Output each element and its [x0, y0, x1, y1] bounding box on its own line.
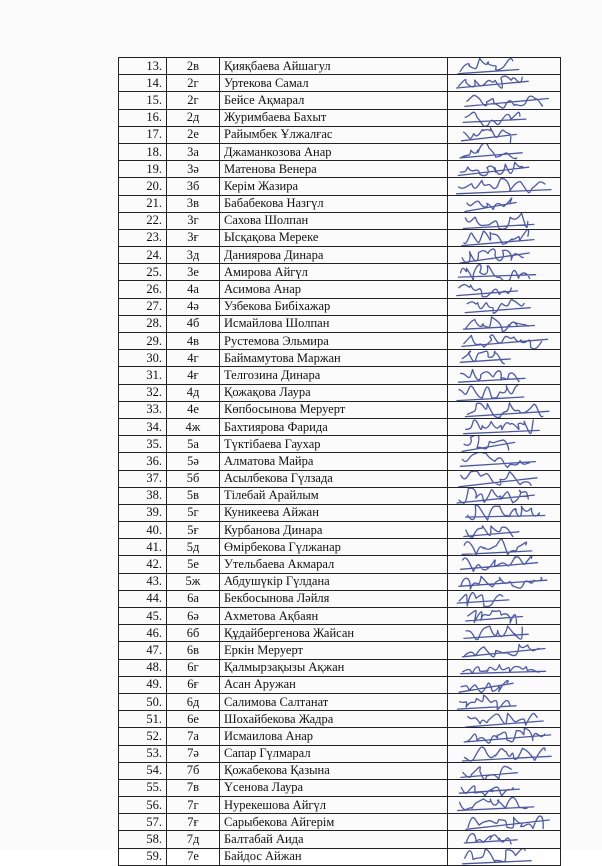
person-name: Нурекешова Айгүл — [220, 797, 448, 814]
handwritten-signature-icon — [448, 608, 560, 625]
class-cell: 2г — [167, 75, 220, 92]
row-number: 14. — [119, 75, 167, 92]
person-name: Алматова Майра — [220, 453, 448, 470]
person-name: Бекбосынова Ләйля — [220, 590, 448, 607]
class-cell: 7в — [167, 779, 220, 796]
table-row — [119, 161, 561, 178]
signature-cell — [448, 470, 561, 487]
row-number: 18. — [119, 143, 167, 160]
table-row — [119, 797, 561, 814]
class-cell: 3а — [167, 143, 220, 160]
signature-cell — [448, 814, 561, 831]
person-name: Құдайбергенова Жайсан — [220, 625, 448, 642]
signature-cell — [448, 126, 561, 143]
person-name: Телгозина Динара — [220, 367, 448, 384]
handwritten-signature-icon — [448, 126, 560, 143]
class-cell: 3ғ — [167, 229, 220, 246]
row-number: 54. — [119, 762, 167, 779]
handwritten-signature-icon — [448, 642, 560, 659]
row-number: 20. — [119, 178, 167, 195]
table-row — [119, 711, 561, 728]
row-number: 19. — [119, 161, 167, 178]
signature-cell — [448, 247, 561, 264]
person-name: Өмірбекова Гүлжанар — [220, 539, 448, 556]
person-name: Шохайбекова Жадра — [220, 711, 448, 728]
handwritten-signature-icon — [448, 814, 560, 831]
handwritten-signature-icon — [448, 590, 560, 607]
handwritten-signature-icon — [448, 384, 560, 401]
handwritten-signature-icon — [448, 315, 560, 332]
class-cell: 4ж — [167, 418, 220, 435]
class-cell: 5ә — [167, 453, 220, 470]
person-name: Бабабекова Назгүл — [220, 195, 448, 212]
row-number: 27. — [119, 298, 167, 315]
person-name: Еркін Меруерт — [220, 642, 448, 659]
person-name: Бахтиярова Фарида — [220, 418, 448, 435]
signature-cell — [448, 848, 561, 865]
roster-body — [119, 58, 561, 866]
row-number: 17. — [119, 126, 167, 143]
table-row — [119, 281, 561, 298]
table-row — [119, 831, 561, 848]
handwritten-signature-icon — [448, 75, 560, 92]
person-name: Даниярова Динара — [220, 247, 448, 264]
handwritten-signature-icon — [448, 178, 560, 195]
signature-cell — [448, 831, 561, 848]
row-number: 31. — [119, 367, 167, 384]
handwritten-signature-icon — [448, 693, 560, 710]
signature-cell — [448, 298, 561, 315]
handwritten-signature-icon — [448, 281, 560, 298]
class-cell: 3б — [167, 178, 220, 195]
signature-cell — [448, 625, 561, 642]
handwritten-signature-icon — [448, 350, 560, 367]
class-cell: 6б — [167, 625, 220, 642]
table-row — [119, 745, 561, 762]
row-number: 23. — [119, 229, 167, 246]
class-cell: 5е — [167, 556, 220, 573]
signature-cell — [448, 315, 561, 332]
table-row — [119, 401, 561, 418]
row-number: 33. — [119, 401, 167, 418]
person-name: Бейсе Ақмарал — [220, 92, 448, 109]
signature-cell — [448, 693, 561, 710]
class-cell: 5д — [167, 539, 220, 556]
row-number: 25. — [119, 264, 167, 281]
table-row — [119, 247, 561, 264]
row-number: 35. — [119, 436, 167, 453]
row-number: 40. — [119, 522, 167, 539]
class-cell: 3е — [167, 264, 220, 281]
signature-cell — [448, 762, 561, 779]
table-row — [119, 178, 561, 195]
signature-cell — [448, 590, 561, 607]
person-name: Байдос Айжан — [220, 848, 448, 865]
person-name: Баймамутова Маржан — [220, 350, 448, 367]
person-name: Ахметова Ақбаян — [220, 608, 448, 625]
person-name: Узбекова Бибіхажар — [220, 298, 448, 315]
table-row — [119, 487, 561, 504]
handwritten-signature-icon — [448, 745, 560, 762]
class-cell: 4в — [167, 333, 220, 350]
person-name: Сарыбекова Айгерім — [220, 814, 448, 831]
signature-cell — [448, 676, 561, 693]
table-row — [119, 728, 561, 745]
table-row — [119, 264, 561, 281]
handwritten-signature-icon — [448, 92, 560, 109]
person-name: Сахова Шолпан — [220, 212, 448, 229]
person-name: Балтабай Аида — [220, 831, 448, 848]
class-cell: 5г — [167, 504, 220, 521]
signature-cell — [448, 711, 561, 728]
row-number: 47. — [119, 642, 167, 659]
table-row — [119, 126, 561, 143]
handwritten-signature-icon — [448, 573, 560, 590]
class-cell: 7ә — [167, 745, 220, 762]
row-number: 32. — [119, 384, 167, 401]
signature-cell — [448, 418, 561, 435]
signature-cell — [448, 92, 561, 109]
row-number: 46. — [119, 625, 167, 642]
signature-cell — [448, 745, 561, 762]
person-name: Түктібаева Гаухар — [220, 436, 448, 453]
row-number: 42. — [119, 556, 167, 573]
class-cell: 5ғ — [167, 522, 220, 539]
table-row — [119, 212, 561, 229]
table-row — [119, 659, 561, 676]
handwritten-signature-icon — [448, 229, 560, 246]
handwritten-signature-icon — [448, 659, 560, 676]
handwritten-signature-icon — [448, 401, 560, 418]
table-row — [119, 642, 561, 659]
row-number: 59. — [119, 848, 167, 865]
class-cell: 7е — [167, 848, 220, 865]
signature-cell — [448, 556, 561, 573]
person-name: Қияқбаева Айшагул — [220, 58, 448, 75]
person-name: Амирова Айгүл — [220, 264, 448, 281]
signature-cell — [448, 264, 561, 281]
table-row — [119, 453, 561, 470]
person-name: Курбанова Динара — [220, 522, 448, 539]
table-row — [119, 143, 561, 160]
class-cell: 4а — [167, 281, 220, 298]
row-number: 22. — [119, 212, 167, 229]
handwritten-signature-icon — [448, 831, 560, 848]
table-row — [119, 779, 561, 796]
handwritten-signature-icon — [448, 264, 560, 281]
signature-cell — [448, 797, 561, 814]
signature-cell — [448, 178, 561, 195]
person-name: Исмайлова Шолпан — [220, 315, 448, 332]
person-name: Асимова Анар — [220, 281, 448, 298]
row-number: 56. — [119, 797, 167, 814]
signature-cell — [448, 75, 561, 92]
person-name: Қалмырзақызы Ақжан — [220, 659, 448, 676]
table-row — [119, 573, 561, 590]
signature-cell — [448, 522, 561, 539]
handwritten-signature-icon — [448, 779, 560, 796]
signature-roster-table — [118, 57, 561, 866]
person-name: Уртекова Самал — [220, 75, 448, 92]
table-row — [119, 504, 561, 521]
person-name: Керім Жазира — [220, 178, 448, 195]
class-cell: 7ғ — [167, 814, 220, 831]
row-number: 58. — [119, 831, 167, 848]
row-number: 49. — [119, 676, 167, 693]
table-row — [119, 367, 561, 384]
signature-cell — [448, 229, 561, 246]
class-cell: 3г — [167, 212, 220, 229]
class-cell: 5в — [167, 487, 220, 504]
row-number: 34. — [119, 418, 167, 435]
handwritten-signature-icon — [448, 556, 560, 573]
row-number: 16. — [119, 109, 167, 126]
person-name: Исмаилова Анар — [220, 728, 448, 745]
person-name: Матенова Венера — [220, 161, 448, 178]
class-cell: 2в — [167, 58, 220, 75]
handwritten-signature-icon — [448, 797, 560, 814]
handwritten-signature-icon — [448, 453, 560, 470]
person-name: Райымбек Ұлжалғас — [220, 126, 448, 143]
signature-cell — [448, 539, 561, 556]
person-name: Қожабекова Қазына — [220, 762, 448, 779]
table-row — [119, 625, 561, 642]
class-cell: 6е — [167, 711, 220, 728]
class-cell: 4г — [167, 350, 220, 367]
class-cell: 6г — [167, 659, 220, 676]
handwritten-signature-icon — [448, 418, 560, 435]
signature-cell — [448, 58, 561, 75]
row-number: 45. — [119, 608, 167, 625]
class-cell: 5а — [167, 436, 220, 453]
person-name: Сапар Гүлмарал — [220, 745, 448, 762]
signature-cell — [448, 109, 561, 126]
person-name: Абдушүкір Гүлдана — [220, 573, 448, 590]
row-number: 15. — [119, 92, 167, 109]
person-name: Рустемова Эльмира — [220, 333, 448, 350]
signature-cell — [448, 367, 561, 384]
class-cell: 6д — [167, 693, 220, 710]
signature-cell — [448, 212, 561, 229]
table-row — [119, 676, 561, 693]
row-number: 50. — [119, 693, 167, 710]
table-row — [119, 384, 561, 401]
table-row — [119, 350, 561, 367]
row-number: 41. — [119, 539, 167, 556]
class-cell: 7г — [167, 797, 220, 814]
class-cell: 3в — [167, 195, 220, 212]
signature-cell — [448, 333, 561, 350]
signature-cell — [448, 504, 561, 521]
handwritten-signature-icon — [448, 728, 560, 745]
signature-cell — [448, 608, 561, 625]
class-cell: 2е — [167, 126, 220, 143]
signature-cell — [448, 659, 561, 676]
signature-cell — [448, 573, 561, 590]
handwritten-signature-icon — [448, 504, 560, 521]
signature-cell — [448, 642, 561, 659]
class-cell: 3д — [167, 247, 220, 264]
row-number: 38. — [119, 487, 167, 504]
handwritten-signature-icon — [448, 298, 560, 315]
signature-cell — [448, 384, 561, 401]
table-row — [119, 315, 561, 332]
table-row — [119, 556, 561, 573]
person-name: Қожақова Лаура — [220, 384, 448, 401]
row-number: 51. — [119, 711, 167, 728]
row-number: 26. — [119, 281, 167, 298]
signature-cell — [448, 487, 561, 504]
row-number: 48. — [119, 659, 167, 676]
row-number: 39. — [119, 504, 167, 521]
handwritten-signature-icon — [448, 195, 560, 212]
table-row — [119, 522, 561, 539]
row-number: 52. — [119, 728, 167, 745]
handwritten-signature-icon — [448, 58, 560, 75]
row-number: 57. — [119, 814, 167, 831]
row-number: 28. — [119, 315, 167, 332]
row-number: 30. — [119, 350, 167, 367]
class-cell: 2г — [167, 92, 220, 109]
signature-cell — [448, 401, 561, 418]
person-name: Көпбосынова Меруерт — [220, 401, 448, 418]
handwritten-signature-icon — [448, 470, 560, 487]
handwritten-signature-icon — [448, 711, 560, 728]
row-number: 36. — [119, 453, 167, 470]
class-cell: 3ә — [167, 161, 220, 178]
class-cell: 4д — [167, 384, 220, 401]
person-name: Үсенова Лаура — [220, 779, 448, 796]
table-row — [119, 58, 561, 75]
table-row — [119, 75, 561, 92]
table-row — [119, 608, 561, 625]
table-row — [119, 590, 561, 607]
handwritten-signature-icon — [448, 212, 560, 229]
table-row — [119, 693, 561, 710]
class-cell: 4е — [167, 401, 220, 418]
handwritten-signature-icon — [448, 625, 560, 642]
row-number: 29. — [119, 333, 167, 350]
person-name: Асылбекова Гүлзада — [220, 470, 448, 487]
person-name: Куникеева Айжан — [220, 504, 448, 521]
class-cell: 6ғ — [167, 676, 220, 693]
table-row — [119, 418, 561, 435]
row-number: 43. — [119, 573, 167, 590]
person-name: Джаманкозова Анар — [220, 143, 448, 160]
class-cell: 4б — [167, 315, 220, 332]
handwritten-signature-icon — [448, 848, 560, 865]
table-row — [119, 298, 561, 315]
class-cell: 7а — [167, 728, 220, 745]
handwritten-signature-icon — [448, 436, 560, 453]
handwritten-signature-icon — [448, 247, 560, 264]
person-name: Ысқақова Мереке — [220, 229, 448, 246]
class-cell: 4ә — [167, 298, 220, 315]
table-row — [119, 436, 561, 453]
signature-cell — [448, 161, 561, 178]
row-number: 24. — [119, 247, 167, 264]
signature-cell — [448, 453, 561, 470]
table-row — [119, 333, 561, 350]
person-name: Тілебай Арайлым — [220, 487, 448, 504]
row-number: 53. — [119, 745, 167, 762]
person-name: Журимбаева Бахыт — [220, 109, 448, 126]
class-cell: 6а — [167, 590, 220, 607]
class-cell: 6ә — [167, 608, 220, 625]
table-row — [119, 470, 561, 487]
class-cell: 7д — [167, 831, 220, 848]
signature-cell — [448, 195, 561, 212]
handwritten-signature-icon — [448, 762, 560, 779]
class-cell: 4ғ — [167, 367, 220, 384]
row-number: 13. — [119, 58, 167, 75]
class-cell: 2д — [167, 109, 220, 126]
row-number: 44. — [119, 590, 167, 607]
handwritten-signature-icon — [448, 143, 560, 160]
signature-cell — [448, 350, 561, 367]
row-number: 21. — [119, 195, 167, 212]
row-number: 37. — [119, 470, 167, 487]
class-cell: 6в — [167, 642, 220, 659]
table-row — [119, 195, 561, 212]
table-row — [119, 814, 561, 831]
class-cell: 7б — [167, 762, 220, 779]
table-row — [119, 92, 561, 109]
table-row — [119, 848, 561, 865]
person-name: Асан Аружан — [220, 676, 448, 693]
signature-cell — [448, 779, 561, 796]
handwritten-signature-icon — [448, 109, 560, 126]
row-number: 55. — [119, 779, 167, 796]
signature-cell — [448, 728, 561, 745]
handwritten-signature-icon — [448, 333, 560, 350]
table-row — [119, 762, 561, 779]
signature-cell — [448, 281, 561, 298]
table-row — [119, 229, 561, 246]
signature-cell — [448, 436, 561, 453]
handwritten-signature-icon — [448, 487, 560, 504]
table-row — [119, 539, 561, 556]
table-row — [119, 109, 561, 126]
handwritten-signature-icon — [448, 676, 560, 693]
handwritten-signature-icon — [448, 522, 560, 539]
handwritten-signature-icon — [448, 367, 560, 384]
handwritten-signature-icon — [448, 539, 560, 556]
class-cell: 5ж — [167, 573, 220, 590]
person-name: Салимова Салтанат — [220, 693, 448, 710]
signature-cell — [448, 143, 561, 160]
person-name: Утельбаева Акмарал — [220, 556, 448, 573]
class-cell: 5б — [167, 470, 220, 487]
handwritten-signature-icon — [448, 161, 560, 178]
